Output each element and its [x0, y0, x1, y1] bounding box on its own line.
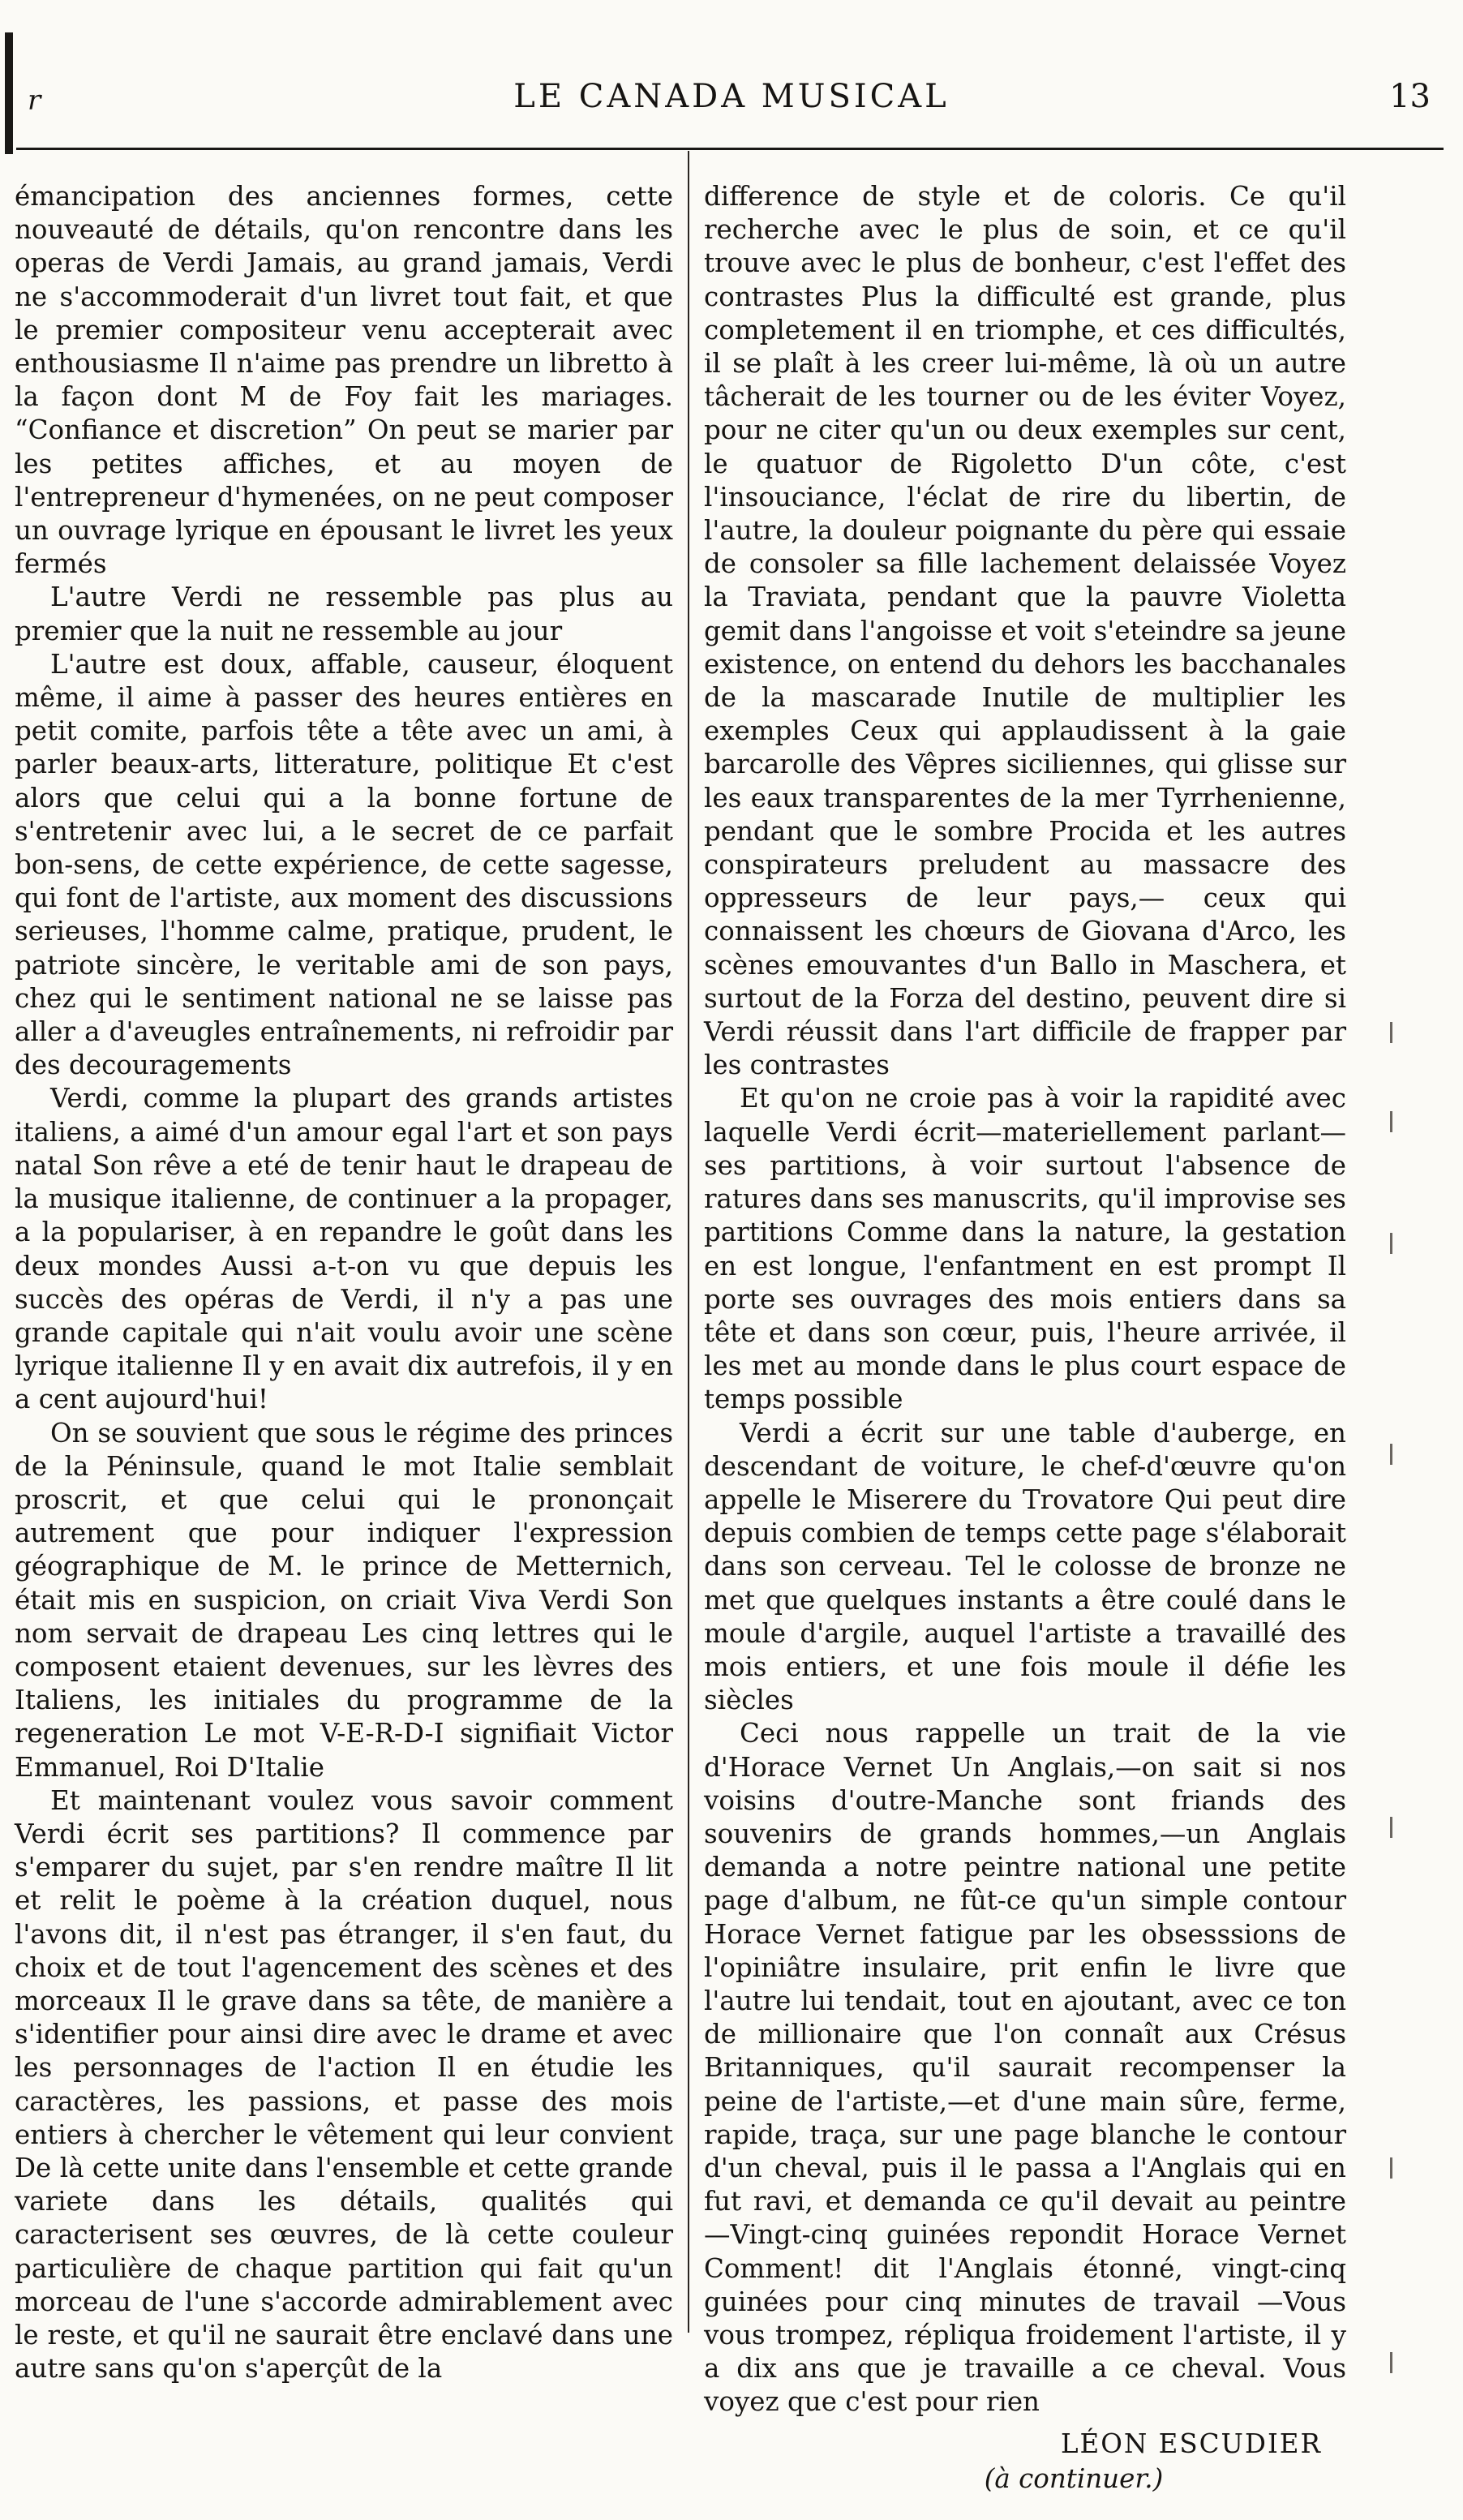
margin-scan-marks — [1382, 1022, 1406, 2401]
page-number: 13 — [1389, 78, 1431, 115]
paragraph: difference de style et de coloris. Ce qu'il recherche avec le plus de soin, et ce qu'il trouve avec le plus de bonheur, c'est l'effet des contrastes Plus la difficulté est grande, plus completement il en triomphe, et ces difficultés, il se plaît à les creer lui-même, là où un autre tâcherait de les tourner ou de les éviter Voyez, pour ne citer qu'un ou deux exemples sur cent, le quatuor de Rigoletto D'un côte, c'est l'insouciance, l'éclat de rire du libertin, de l'autre, la douleur poignante du père qui essaie de consoler sa fille lachement delaissée Voyez la Traviata, pendant que la pauvre Violetta gemit dans l'angoisse et voit s'eteindre sa jeune existence, on entend du dehors les bacchanales de la mascarade Inutile de multiplier les exemples Ceux qui applaudissent à la gaie barcarolle des Vêpres siciliennes, qui glisse sur les eaux transparentes de la mer Tyrrhenienne, pendant que le sombre Procida et les autres conspirateurs preludent au massacre des oppresseurs de leur pays,— ceux qui connaissent les chœurs de Giovana d'Arco, les scènes emouvantes d'un Ballo in Maschera, et surtout de la Forza del destino, peuvent dire si Verdi réussit dans l'art difficile de frapper par les contrastes — [704, 181, 1346, 1081]
right-column — [704, 180, 1346, 2496]
paragraph: L'autre Verdi ne ressemble pas plus au premier que la nuit ne ressemble au jour — [15, 582, 673, 646]
author-signature: LÉON ESCUDIER — [1060, 2428, 1322, 2459]
masthead-title: LE CANADA MUSICAL — [513, 78, 950, 115]
paragraph: émancipation des anciennes formes, cette nouveauté de détails, qu'on rencontre dans les operas de Verdi Jamais, au grand jamais, Verdi ne s'accommoderait d'un livret tout fait, et que le premier compositeur venu accepterait avec enthousiasme Il n'aime pas prendre un libretto à la façon dont M de Foy fait les mariages. “Confiance et discretion” On peut se marier par les petites affiches, et au moyen de l'entrepreneur d'hymenées, on ne peut composer un ouvrage lyrique en épousant le livret les yeux fermés — [15, 181, 673, 580]
header-rule — [16, 148, 1444, 150]
paragraph: Verdi a écrit sur une table d'auberge, en descendant de voiture, le chef-d'œuvre qu'on appelle le Miserere du Trovatore Qui peut dire depuis combien de temps cette page s'élaborait dans son cerveau. Tel le colosse de bronze ne met que quelques instants a être coulé dans le moule d'argile, auquel l'artiste a travaillé des mois entiers, et une fois moule il défie les siècles — [704, 1417, 1346, 1716]
paragraph: Et maintenant voulez vous savoir comment Verdi écrit ses partitions? Il commence par s'emparer du sujet, par s'en rendre maître Il lit et relit le poème à la création duquel, nous l'avons dit, il n'est pas étranger, il s'en faut, du choix et de tout l'agencement des scènes et des morceaux Il le grave dans sa tête, de manière a s'identifier pour ainsi dire avec le drame et avec les personnages de l'action Il en étudie les caractères, les passions, et passe des mois entiers à chercher le vêtement qui leur convient De là cette unite dans l'ensemble et cette grande variete dans les détails, qualités qui caracterisent ses œuvres, de là cette couleur particulière de chaque partition qui fait qu'un morceau de l'une s'accorde admirablement avec le reste, et qu'il ne saurait être enclavé dans une autre sans qu'on s'aperçût de la — [15, 1784, 673, 2385]
header-corner-mark: r — [28, 84, 41, 117]
left-column — [15, 180, 673, 2385]
paragraph: On se souvient que sous le régime des princes de la Péninsule, quand le mot Italie semblait proscrit, et que celui qui le prononçait autrement que pour indiquer l'expression géographique de M. le prince de Metternich, était mis en suspicion, on criait Viva Verdi Son nom servait de drapeau Les cinq lettres qui le composent etaient devenues, sur les lèvres des Italiens, les initiales du programme de la regeneration Le mot V-E-R-D-I signifiait Victor Emmanuel, Roi D'Italie — [15, 1417, 673, 1783]
continuation-note: (à continuer.) — [984, 2462, 1164, 2494]
column-divider — [688, 151, 689, 2333]
paragraph: Ceci nous rappelle un trait de la vie d'Horace Vernet Un Anglais,—on sait si nos voisins d'outre-Manche sont friands des souvenirs de grands hommes,—un Anglais demanda a notre peintre national une petite page d'album, ne fût-ce qu'un simple contour Horace Vernet fatigue par les obsesssions de l'opiniâtre insulaire, prit enfin le livre que l'autre lui tendait, tout en ajoutant, avec ce ton de millionaire que l'on connaît aux Crésus Britanniques, qu'il saurait recompenser la peine de l'artiste,—et d'une main sûre, ferme, rapide, traça, sur une page blanche le contour d'un cheval, puis il le passa a l'Anglais qui en fut ravi, et demanda ce qu'il devait au peintre —Vingt-cinq guinées repondit Horace Vernet Comment! dit l'Anglais étonné, vingt-cinq guinées pour cinq minutes de travail —Vous vous trompez, répliqua froidement l'artiste, il y a dix ans que je travaille a ce cheval. Vous voyez que c'est pour rien — [704, 1718, 1346, 2418]
paragraph: Verdi, comme la plupart des grands artistes italiens, a aimé d'un amour egal l'art et son pays natal Son rêve a eté de tenir haut le drapeau de la musique italienne, de continuer a la propager, a la populariser, à en repandre le goût dans les deux mondes Aussi a-t-on vu que depuis les succès des opéras de Verdi, il n'y a pas une grande capitale qui n'ait voulu avoir une scène lyrique italienne Il y en avait dix autrefois, il y en a cent aujourd'hui! — [15, 1083, 673, 1415]
paragraph: L'autre est doux, affable, causeur, éloquent même, il aime à passer des heures entières en petit comite, parfois tête a tête avec un ami, à parler beaux-arts, litterature, politique Et c'est alors que celui qui a la bonne fortune de s'entretenir avec lui, a le secret de ce parfait bon-sens, de cette expérience, de cette sagesse, qui font de l'artiste, aux moment des discussions serieuses, l'homme calme, pratique, prudent, le patriote sincère, le veritable ami de son pays, chez qui le sentiment national ne se laisse pas aller a d'aveugles entraînements, ni refroidir par des decouragements — [15, 648, 673, 1081]
page-header — [0, 78, 1463, 135]
paragraph: Et qu'on ne croie pas à voir la rapidité avec laquelle Verdi écrit—materiellement parlant—ses partitions, à voir surtout l'absence de ratures dans ses manuscrits, qu'il improvise ses partitions Comme dans la nature, la gestation en est longue, l'enfantment en est prompt Il porte ses ouvrages des mois entiers dans sa tête et dans son cœur, puis, l'heure arrivée, il les met au monde dans le plus court espace de temps possible — [704, 1083, 1346, 1415]
